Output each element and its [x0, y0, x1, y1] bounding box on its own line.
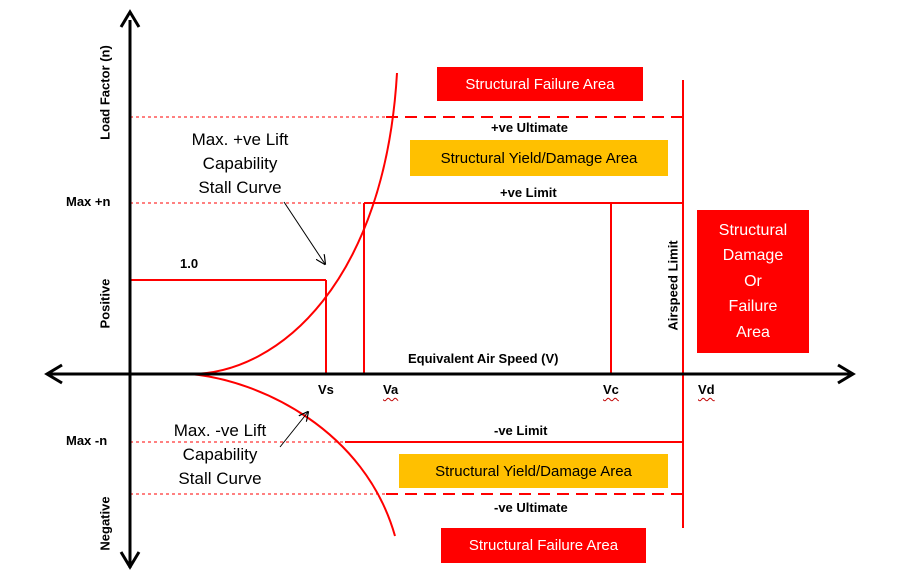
positive-label: Positive [97, 278, 113, 329]
side-damage-area [697, 210, 809, 353]
pos-stall-curve [190, 73, 397, 374]
neg-stall-caption [150, 419, 290, 491]
neg-ultimate-label: -ve Ultimate [494, 500, 568, 515]
max-pos-label: Max +n [66, 194, 111, 209]
side-line-2: Damage [722, 247, 784, 265]
vd-label: Vd [698, 382, 715, 397]
pos-stall-pointer [284, 202, 325, 264]
pos-stall-line-2: Capability [202, 154, 278, 173]
side-line-5: Area [736, 323, 770, 341]
neg-stall-line-2: Capability [182, 445, 258, 464]
side-line-3: Or [744, 272, 762, 290]
vs-label: Vs [318, 382, 334, 397]
va-label: Va [383, 382, 399, 397]
pos-stall-line-1: Max. +ve Lift [191, 130, 289, 149]
neg-stall-line-3: Stall Curve [178, 469, 262, 488]
failure-area-top: Structural Failure Area [437, 67, 643, 101]
pos-stall-caption [170, 128, 310, 200]
airspeed-limit-label: Airspeed Limit [665, 240, 681, 331]
pos-ultimate-label: +ve Ultimate [491, 120, 568, 135]
negative-label: Negative [97, 496, 113, 551]
yield-area-top: Structural Yield/Damage Area [410, 140, 668, 176]
vc-label: Vc [603, 382, 619, 397]
failure-area-bottom: Structural Failure Area [441, 528, 646, 563]
side-line-4: Failure [728, 298, 778, 316]
yield-area-bottom: Structural Yield/Damage Area [399, 454, 668, 488]
pos-stall-line-3: Stall Curve [198, 178, 282, 197]
max-neg-label: Max -n [66, 433, 108, 448]
x-axis-title: Equivalent Air Speed (V) [408, 351, 559, 366]
neg-stall-line-1: Max. -ve Lift [173, 421, 267, 440]
side-line-1: Structural [718, 221, 788, 239]
one-g-label: 1.0 [180, 256, 199, 271]
y-axis-title: Load Factor (n) [97, 45, 113, 140]
pos-limit-label: +ve Limit [500, 185, 557, 200]
neg-limit-label: -ve Limit [494, 423, 548, 438]
